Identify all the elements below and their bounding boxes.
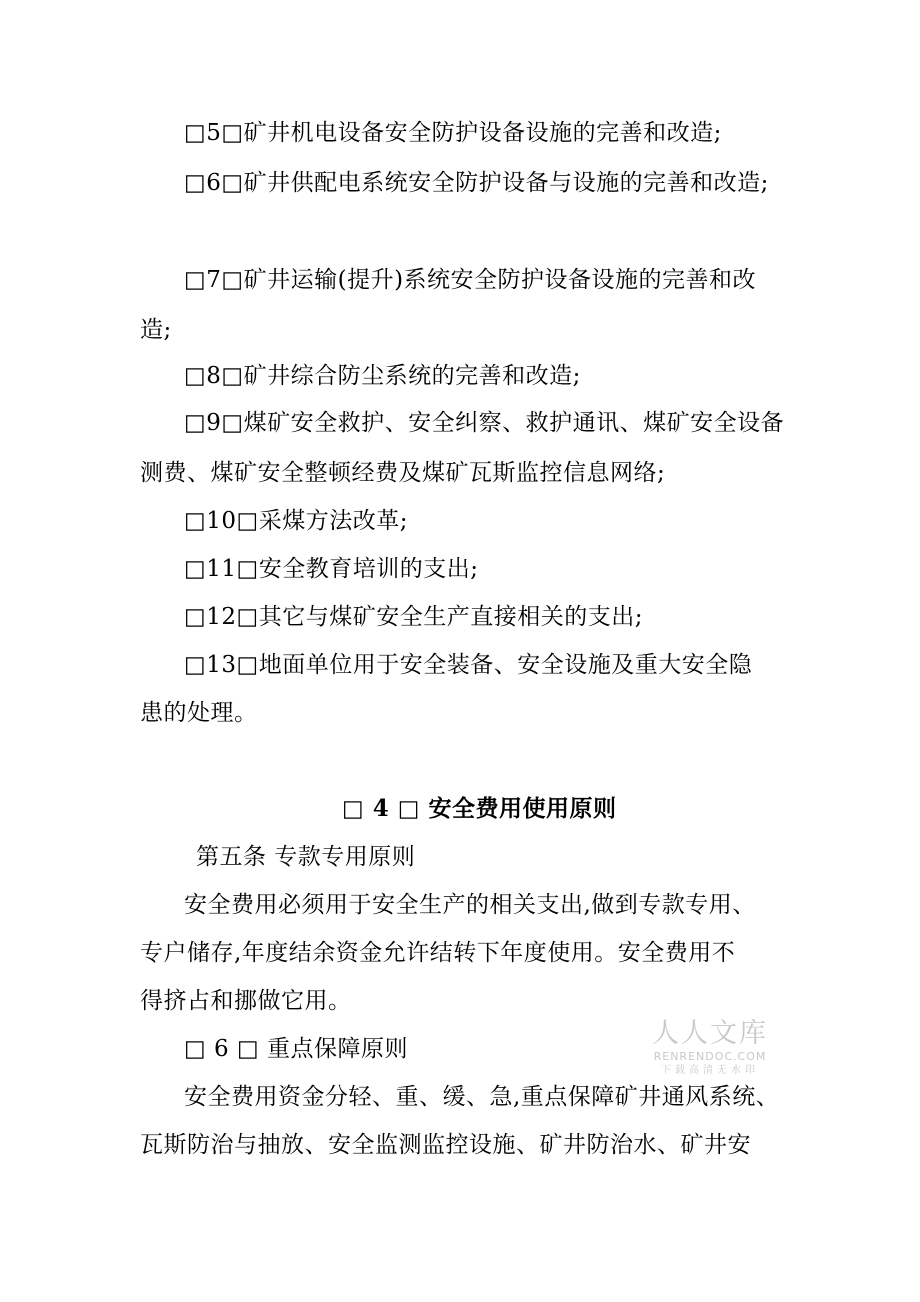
article-5-line-3: 得挤占和挪做它用。 xyxy=(140,988,352,1014)
list-item-9: □9□煤矿安全救护、安全纠察、救护通讯、煤矿安全设备 xyxy=(184,410,785,436)
section-heading: □ 4 □ 安全费用使用原则 xyxy=(342,795,617,822)
article-5-line-1: 安全费用必须用于安全生产的相关支出,做到专款专用、 xyxy=(184,892,756,918)
watermark-url: RENRENDOC.COM xyxy=(653,1050,767,1063)
list-item-13: □13□地面单位用于安全装备、安全设施及重大安全隐 xyxy=(184,652,753,678)
list-item-6: □6□矿井供配电系统安全防护设备与设施的完善和改造; xyxy=(184,170,769,196)
list-item-12: □12□其它与煤矿安全生产直接相关的支出; xyxy=(184,604,643,630)
article-6-heading: □ 6 □ 重点保障原则 xyxy=(184,1036,409,1062)
list-item-9-cont: 测费、煤矿安全整顿经费及煤矿瓦斯监控信息网络; xyxy=(140,460,666,486)
article-5-heading: 第五条 专款专用原则 xyxy=(196,844,416,870)
list-item-7: □7□矿井运输(提升)系统安全防护设备设施的完善和改 xyxy=(184,267,757,293)
watermark xyxy=(648,1018,772,1078)
article-5-line-2: 专户储存,年度结余资金允许结转下年度使用。安全费用不 xyxy=(140,940,736,966)
article-6-line-1: 安全费用资金分轻、重、缓、急,重点保障矿井通风系统、 xyxy=(184,1084,780,1110)
list-item-7-cont: 造; xyxy=(140,317,172,343)
list-item-8: □8□矿井综合防尘系统的完善和改造; xyxy=(184,363,581,389)
list-item-11: □11□安全教育培训的支出; xyxy=(184,556,479,582)
watermark-title: 人人文库 xyxy=(652,1018,768,1049)
article-6-line-2: 瓦斯防治与抽放、安全监测监控设施、矿井防治水、矿井安 xyxy=(140,1132,751,1158)
list-item-5: □5□矿井机电设备安全防护设备设施的完善和改造; xyxy=(184,120,722,146)
list-item-13-cont: 患的处理。 xyxy=(140,700,258,726)
watermark-subtitle: 下载高清无水印 xyxy=(661,1065,759,1076)
list-item-10: □10□采煤方法改革; xyxy=(184,508,408,534)
